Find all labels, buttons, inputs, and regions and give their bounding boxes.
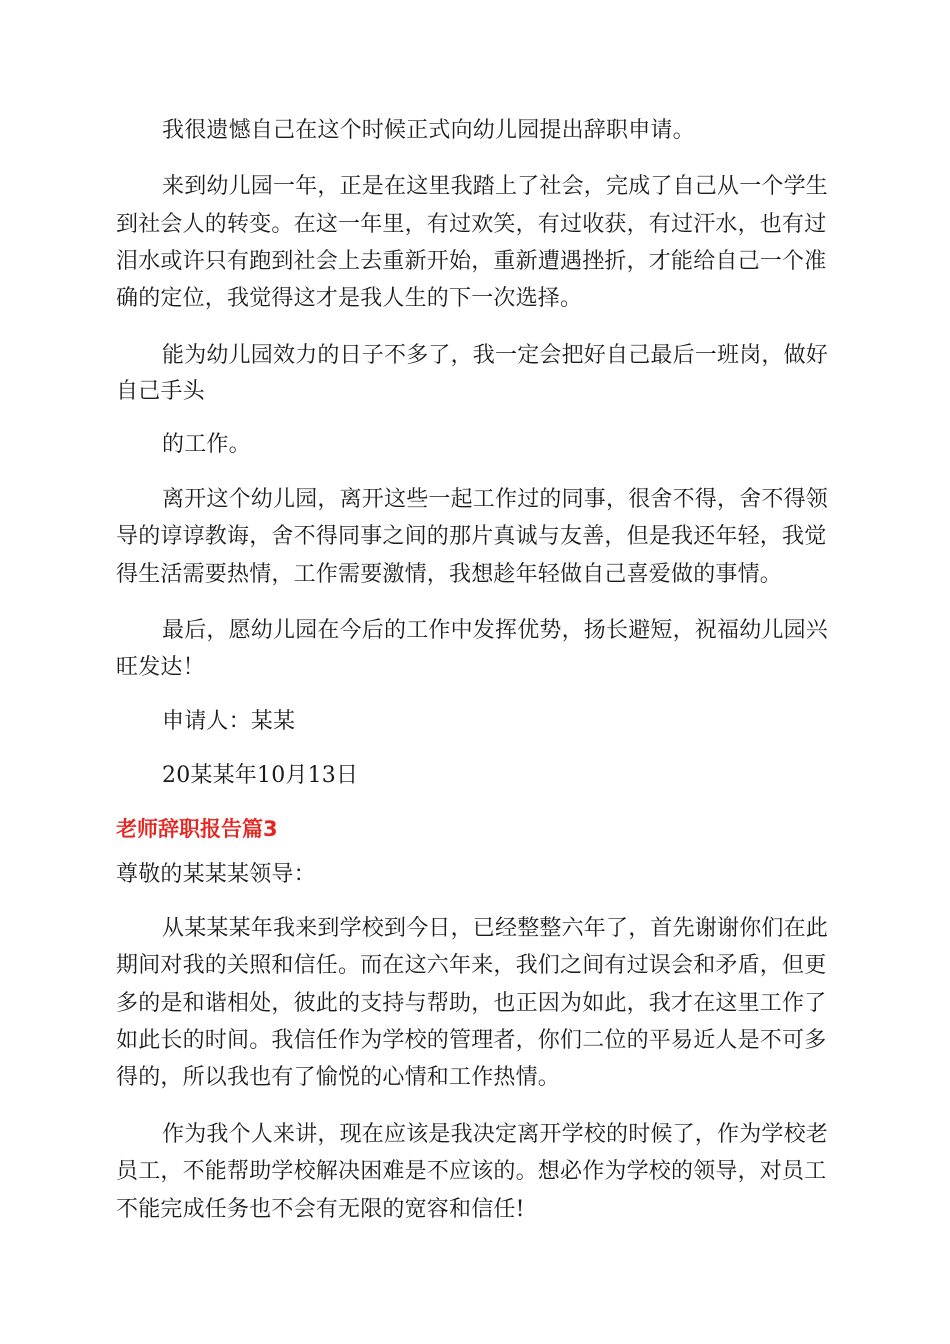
paragraph-line: 多的是和谐相处，彼此的支持与帮助，也正因为如此，我才在这里工作了 <box>116 991 827 1016</box>
paragraph-line: 泪水或许只有跑到社会上去重新开始，重新遭遇挫折，才能给自己一个准 <box>116 249 827 274</box>
paragraph-line: 不能完成任务也不会有无限的宽容和信任! <box>116 1197 525 1222</box>
paragraph-line: 自己手头 <box>116 379 205 404</box>
applicant-line: 申请人：某某 <box>162 709 296 734</box>
paragraph-line: 旺发达！ <box>116 655 205 680</box>
paragraph-line: 离开这个幼儿园，离开这些一起工作过的同事，很舍不得，舍不得领 <box>162 487 829 512</box>
paragraph-line: 来到幼儿园一年，正是在这里我踏上了社会，完成了自己从一个学生 <box>162 174 829 199</box>
section-title: 老师辞职报告篇3 <box>116 817 278 841</box>
date-line: 20某某年10月13日 <box>162 763 359 788</box>
paragraph-line: 能为幼儿园效力的日子不多了，我一定会把好自己最后一班岗，做好 <box>162 343 829 368</box>
paragraph-line: 员工，不能帮助学校解决困难是不应该的。想必作为学校的领导，对员工 <box>116 1159 827 1184</box>
paragraph-line: 得的，所以我也有了愉悦的心情和工作热情。 <box>116 1065 561 1090</box>
paragraph-line: 从某某某年我来到学校到今日，已经整整六年了，首先谢谢你们在此 <box>162 916 829 941</box>
salutation: 尊敬的某某某领导： <box>116 862 316 887</box>
paragraph-line: 最后，愿幼儿园在今后的工作中发挥优势，扬长避短，祝福幼儿园兴 <box>162 618 829 643</box>
paragraph-line: 确的定位，我觉得这才是我人生的下一次选择。 <box>116 286 583 311</box>
paragraph-line: 我很遗憾自己在这个时候正式向幼儿园提出辞职申请。 <box>162 118 695 143</box>
paragraph-line: 如此长的时间。我信任作为学校的管理者，你们二位的平易近人是不可多 <box>116 1028 827 1053</box>
paragraph-line: 到社会人的转变。在这一年里，有过欢笑，有过收获，有过汗水，也有过 <box>116 212 827 237</box>
paragraph-line: 得生活需要热情，工作需要激情，我想趁年轻做自己喜爱做的事情。 <box>116 562 783 587</box>
paragraph-line: 作为我个人来讲，现在应该是我决定离开学校的时候了，作为学校老 <box>162 1122 829 1147</box>
paragraph-line: 的工作。 <box>162 432 251 457</box>
paragraph-line: 导的谆谆教诲，舍不得同事之间的那片真诚与友善，但是我还年轻，我觉 <box>116 524 827 549</box>
paragraph-line: 期间对我的关照和信任。而在这六年来，我们之间有过误会和矛盾，但更 <box>116 953 827 978</box>
